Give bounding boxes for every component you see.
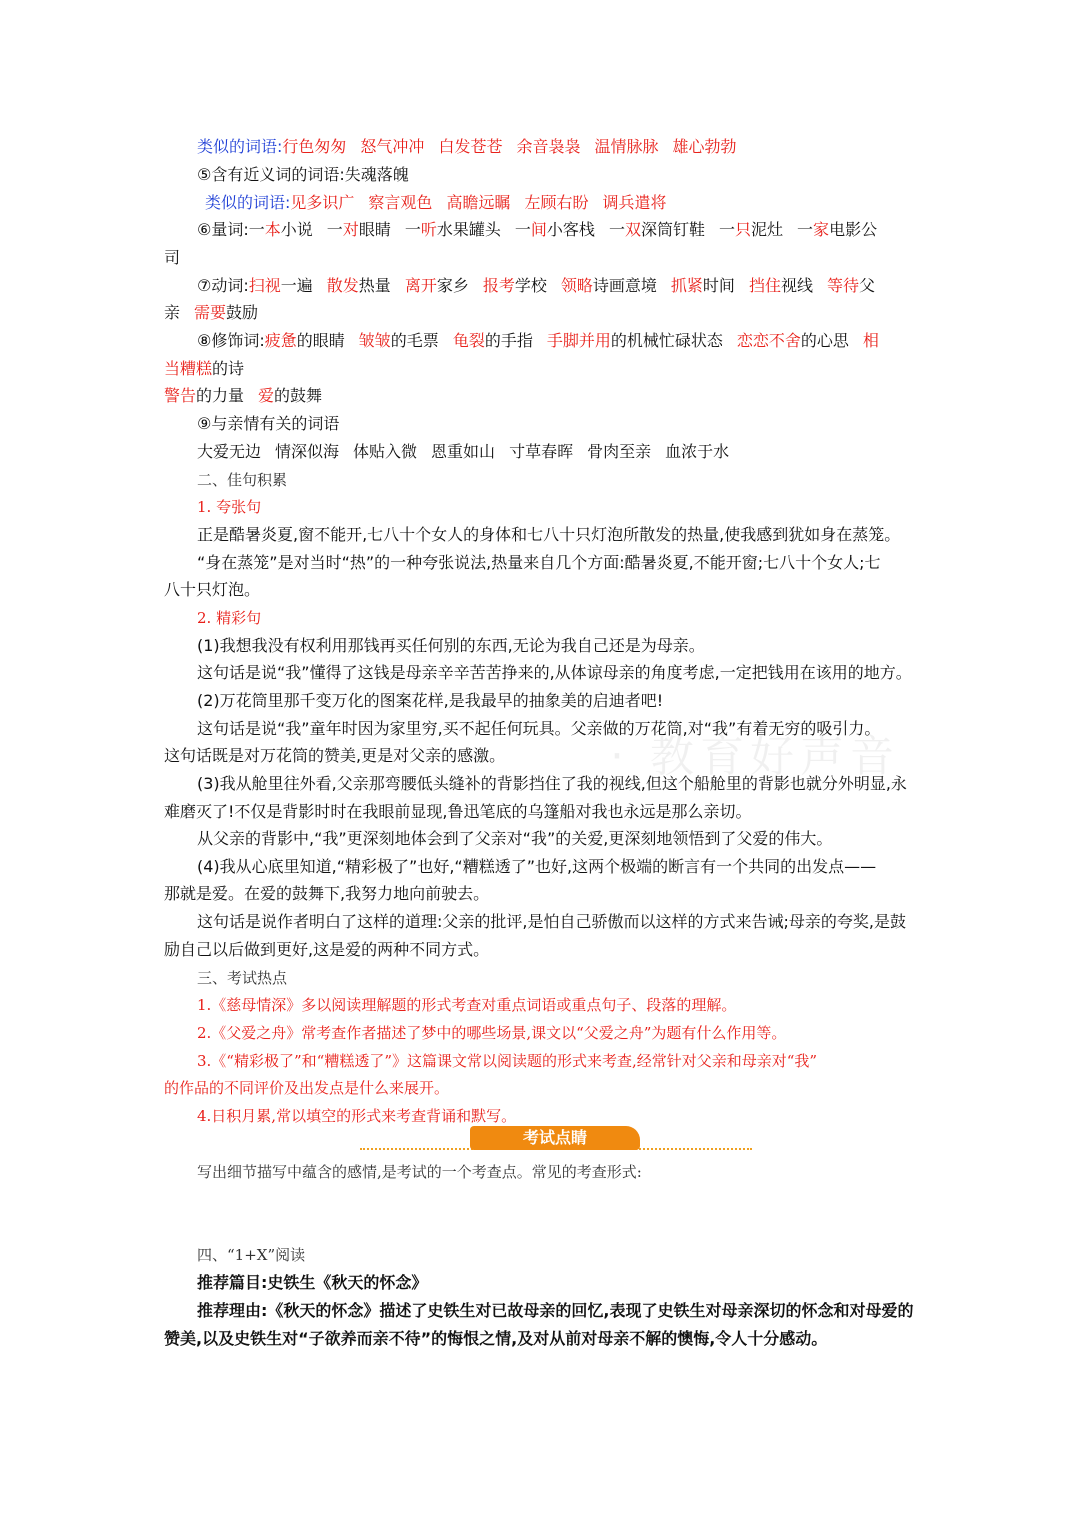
item-7: ⑦动词:扫视一遍 散发热量 离开家乡 报考学校 领略诗画意境 抓紧时间 挡住视线 等待父 <box>197 276 875 295</box>
item-8: ⑧修饰词:疲惫的眼睛 皱皱的毛票 龟裂的手指 手脚并用的机械忙碌状态 恋恋不舍的心思 相 <box>197 331 879 350</box>
word: 察言观色 <box>368 193 433 212</box>
paragraph: “身在蒸笼”是对当时“热”的一种夸张说法,热量来自几个方面:酷暑炎夏,不能开窗;七八十个女人;七 <box>197 553 881 572</box>
hot-point: 1.《慈母情深》多以阅读理解题的形式考查对重点词语或重点句子、段落的理解。 <box>197 996 737 1014</box>
item-7-wrap: 亲 需要鼓励 <box>164 303 259 322</box>
item-9-words: 大爱无边 情深似海 体贴入微 恩重如山 寸草春晖 骨肉至亲 血浓于水 <box>197 442 730 461</box>
similar-words-1 <box>197 137 957 157</box>
word: 行色匆匆 <box>282 137 347 156</box>
section-3-title: 三、考试热点 <box>197 969 288 987</box>
quote: (1)我想我没有权利用那钱再买任何别的东西,无论为我自己还是为母亲。 <box>197 636 705 655</box>
paragraph: 正是酷暑炎夏,窗不能开,七八十个女人的身体和七八十只灯泡所散发的热量,使我感到犹如身在蒸笼。 <box>197 525 901 544</box>
word: 雄心勃勃 <box>672 137 737 156</box>
exam-tip-text: 写出细节描写中蕴含的感情,是考试的一个考查点。常见的考查形式: <box>197 1163 642 1181</box>
exam-tip-banner <box>360 1126 752 1156</box>
section-4-title: 四、“1+X”阅读 <box>197 1246 306 1264</box>
analysis: 这句话是说作者明白了这样的道理:父亲的批评,是怕自己骄傲而以这样的方式来告诫;母亲的夸奖,是鼓 <box>197 912 906 931</box>
exam-tip-label: 考试点睛 <box>470 1126 640 1150</box>
sub-heading-1: 1. 夸张句 <box>197 498 262 516</box>
recommend-reason: 推荐理由:《秋天的怀念》描述了史铁生对已故母亲的回忆,表现了史铁生对母亲深切的怀念和对母爱的 <box>197 1301 914 1320</box>
similar-label: 类似的词语: <box>205 193 291 212</box>
similar-words-2 <box>205 193 965 213</box>
word: 见多识广 <box>290 193 355 212</box>
quote: 难磨灭了!不仅是背影时时在我眼前显现,鲁迅笔底的乌篷船对我也永远是那么亲切。 <box>164 802 752 821</box>
item-8-line3: 警告的力量 爱的鼓舞 <box>164 386 323 405</box>
paragraph: 八十只灯泡。 <box>164 580 261 599</box>
item-8-wrap: 当糟糕的诗 <box>164 359 245 378</box>
recommend-title: 推荐篇目:史铁生《秋天的怀念》 <box>197 1273 428 1292</box>
similar-label: 类似的词语: <box>197 137 283 156</box>
hot-point: 4.日积月累,常以填空的形式来考查背诵和默写。 <box>197 1107 517 1125</box>
word: 怒气冲冲 <box>360 137 425 156</box>
item-head: ⑥量词: <box>197 220 249 239</box>
word: 高瞻远瞩 <box>446 193 511 212</box>
section-2-title: 二、佳句积累 <box>197 471 288 489</box>
item-5: ⑤含有近义词的词语:失魂落魄 <box>197 165 409 184</box>
word: 余音袅袅 <box>516 137 581 156</box>
analysis: 这句话是说“我”童年时因为家里穷,买不起任何玩具。父亲做的万花筒,对“我”有着无穷的吸引力。 <box>197 719 881 738</box>
hot-point: 2.《父爱之舟》常考查作者描述了梦中的哪些场景,课文以“父爱之舟”为题有什么作用等。 <box>197 1024 787 1042</box>
analysis: 励自己以后做到更好,这是爱的两种不同方式。 <box>164 940 490 959</box>
hot-point: 3.《“精彩极了”和“糟糕透了”》这篇课文常以阅读题的形式来考查,经常针对父亲和母亲对“我” <box>197 1052 818 1070</box>
quote: (4)我从心底里知道,“精彩极了”也好,“糟糕透了”也好,这两个极端的断言有一个共同的出发点—— <box>197 857 877 876</box>
item-9-head: ⑨与亲情有关的词语 <box>197 414 340 433</box>
quote: (2)万花筒里那千变万化的图案花样,是我最早的抽象美的启迪者吧! <box>197 691 664 710</box>
analysis: 从父亲的背影中,“我”更深刻地体会到了父亲对“我”的关爱,更深刻地领悟到了父爱的伟大。 <box>197 829 833 848</box>
word: 白发苍苍 <box>438 137 503 156</box>
hot-point: 的作品的不同评价及出发点是什么来展开。 <box>164 1079 450 1097</box>
item-6-wrap: 司 <box>164 248 181 267</box>
quote: (3)我从舱里往外看,父亲那弯腰低头缝补的背影挡住了我的视线,但这个船舱里的背影也就分外明显,永 <box>197 774 907 793</box>
analysis: 这句话既是对万花筒的赞美,更是对父亲的感激。 <box>164 746 506 765</box>
watermark: · 教育好声音 <box>610 731 900 782</box>
word: 左顾右盼 <box>524 193 589 212</box>
item-6: ⑥量词:一本小说 一对眼睛 一听水果罐头 一间小客栈 一双深筒钉鞋 一只泥灶 一家电影公 <box>197 220 878 239</box>
quote: 那就是爱。在爱的鼓舞下,我努力地向前驶去。 <box>164 884 490 903</box>
sub-heading-2: 2. 精彩句 <box>197 609 262 627</box>
word: 调兵遣将 <box>602 193 667 212</box>
analysis: 这句话是说“我”懂得了这钱是母亲辛辛苦苦挣来的,从体谅母亲的角度考虑,一定把钱用在该用的地方。 <box>197 663 912 682</box>
word: 温情脉脉 <box>594 137 659 156</box>
recommend-reason: 赞美,以及史铁生对“子欲养而亲不待”的悔恨之情,及对从前对母亲不解的懊悔,令人十分感动。 <box>164 1329 828 1348</box>
